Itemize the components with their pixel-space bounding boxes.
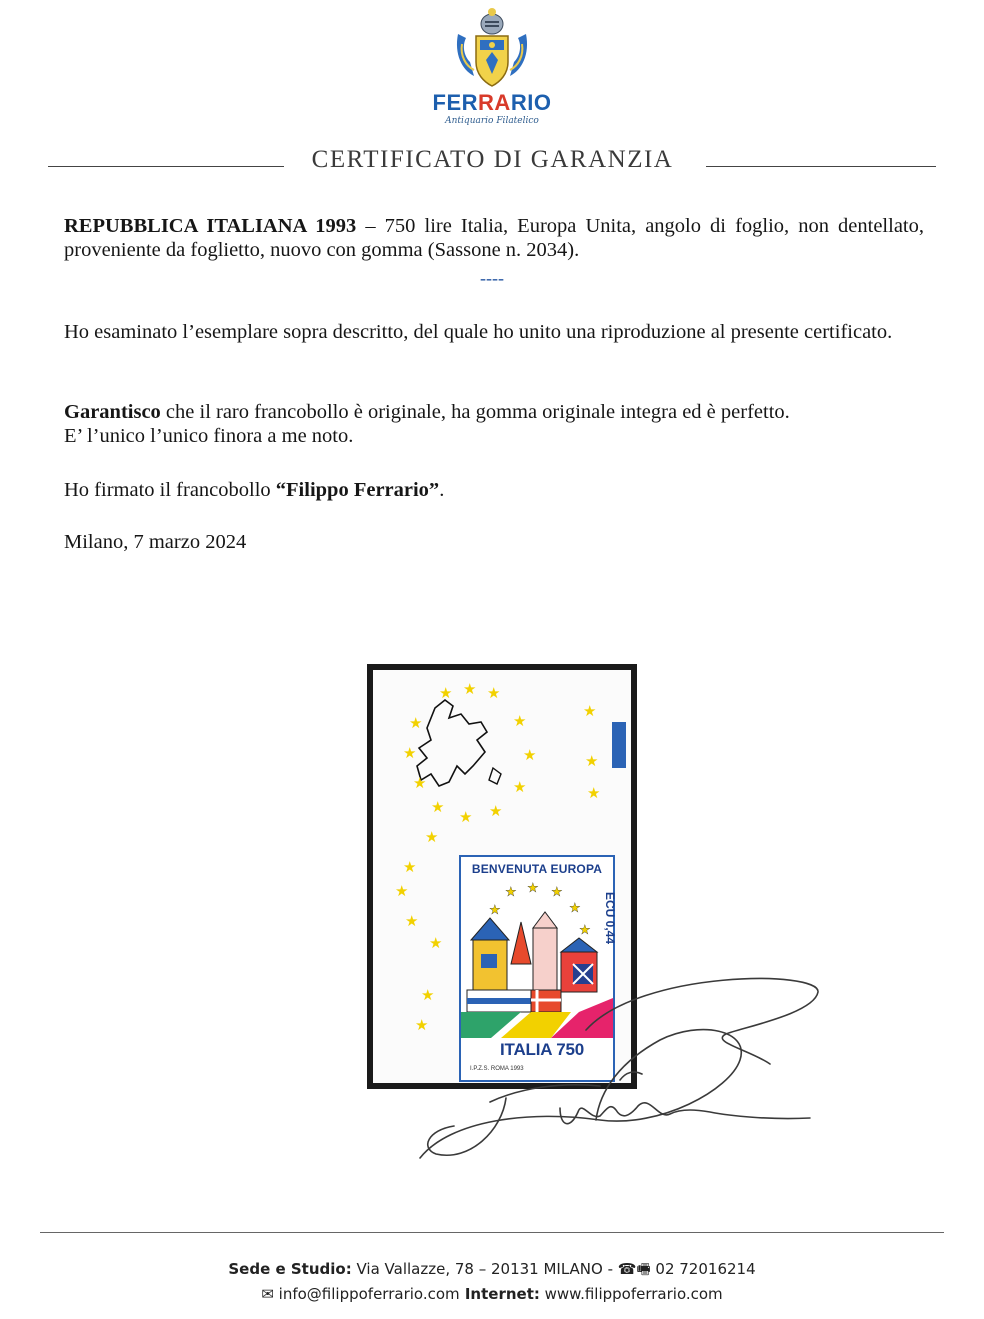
guarantee-line-2: E’ l’unico l’unico finora a me noto. bbox=[64, 425, 354, 447]
svg-text:★: ★ bbox=[523, 746, 537, 764]
description-text: – 750 lire Italia, Europa Unita, angolo di foglio, non dentellato, proveniente da foglietto, nuovo con gomma (Sassone n. 2034). bbox=[64, 215, 924, 261]
svg-text:★: ★ bbox=[403, 858, 417, 876]
address-text: Via Vallazze, 78 – 20131 MILANO - bbox=[351, 1260, 618, 1278]
svg-text:★: ★ bbox=[487, 684, 501, 702]
address-label: Sede e Studio: bbox=[228, 1260, 352, 1278]
svg-text:★: ★ bbox=[413, 774, 427, 792]
svg-text:★: ★ bbox=[459, 808, 473, 826]
svg-text:★: ★ bbox=[513, 778, 527, 796]
svg-text:★: ★ bbox=[425, 828, 439, 846]
svg-text:★: ★ bbox=[429, 934, 443, 952]
separator: ---- bbox=[480, 268, 504, 288]
title-rule-left bbox=[48, 166, 284, 167]
footer-contacts bbox=[0, 1285, 984, 1303]
phone-number[interactable]: 02 72016214 bbox=[650, 1260, 756, 1278]
svg-text:★: ★ bbox=[403, 744, 417, 762]
brand-name: FERRARIO bbox=[432, 90, 552, 115]
svg-text:★: ★ bbox=[421, 986, 435, 1004]
place-and-date: Milano, 7 marzo 2024 bbox=[64, 531, 247, 553]
svg-text:★: ★ bbox=[513, 712, 527, 730]
svg-text:★: ★ bbox=[409, 714, 423, 732]
signed-statement: Ho firmato il francobollo “Filippo Ferrario”. bbox=[64, 479, 445, 501]
footer-rule bbox=[40, 1232, 944, 1233]
stamp-value: ITALIA 750 bbox=[500, 1040, 584, 1059]
guarantee-lead: Garantisco bbox=[64, 401, 161, 423]
coat-of-arms-logo bbox=[452, 4, 532, 92]
phone-fax-icon: ☎🖷 bbox=[617, 1260, 651, 1278]
svg-text:★: ★ bbox=[489, 903, 501, 918]
website-link[interactable]: www.filippoferrario.com bbox=[539, 1285, 723, 1303]
svg-text:★: ★ bbox=[583, 702, 597, 720]
signer-name: “Filippo Ferrario” bbox=[275, 479, 440, 501]
svg-text:★: ★ bbox=[439, 684, 453, 702]
sheet-margin-tab bbox=[612, 722, 626, 768]
svg-text:★: ★ bbox=[527, 881, 539, 896]
guarantee-paragraph bbox=[64, 400, 924, 448]
svg-text:★: ★ bbox=[587, 784, 601, 802]
svg-text:★: ★ bbox=[463, 680, 477, 698]
certificate-title: CERTIFICATO DI GARANZIA bbox=[311, 146, 674, 173]
stamp-ecu-value: ECU 0,44 bbox=[603, 892, 617, 945]
svg-text:★: ★ bbox=[579, 923, 591, 938]
svg-text:★: ★ bbox=[505, 885, 517, 900]
svg-text:★: ★ bbox=[431, 798, 445, 816]
guarantee-text: che il raro francobollo è originale, ha gomma originale integra ed è perfetto. bbox=[160, 401, 790, 423]
svg-text:★: ★ bbox=[405, 912, 419, 930]
email-link[interactable]: info@filippoferrario.com bbox=[273, 1285, 460, 1303]
title-rule-right bbox=[706, 166, 936, 167]
stamp-imprint: I.P.Z.S. ROMA 1993 bbox=[470, 1066, 524, 1072]
internet-label: Internet: bbox=[459, 1285, 540, 1303]
footer-address bbox=[0, 1259, 984, 1284]
stamp-description bbox=[64, 214, 924, 262]
svg-text:★: ★ bbox=[415, 1016, 429, 1034]
examination-paragraph: Ho esaminato l’esemplare sopra descritto, del quale ho unito una riproduzione al presente certificato. bbox=[64, 321, 893, 343]
handwritten-signature bbox=[410, 970, 840, 1170]
description-lead: REPUBBLICA ITALIANA 1993 bbox=[64, 215, 357, 237]
brand-tagline: Antiquario Filatelico bbox=[445, 116, 539, 126]
svg-text:★: ★ bbox=[569, 901, 581, 916]
svg-text:★: ★ bbox=[489, 802, 503, 820]
svg-text:★: ★ bbox=[395, 882, 409, 900]
svg-text:★: ★ bbox=[551, 885, 563, 900]
svg-text:★: ★ bbox=[585, 752, 599, 770]
stamp-caption: BENVENUTA EUROPA bbox=[471, 862, 603, 876]
envelope-icon: ✉ bbox=[261, 1285, 274, 1303]
